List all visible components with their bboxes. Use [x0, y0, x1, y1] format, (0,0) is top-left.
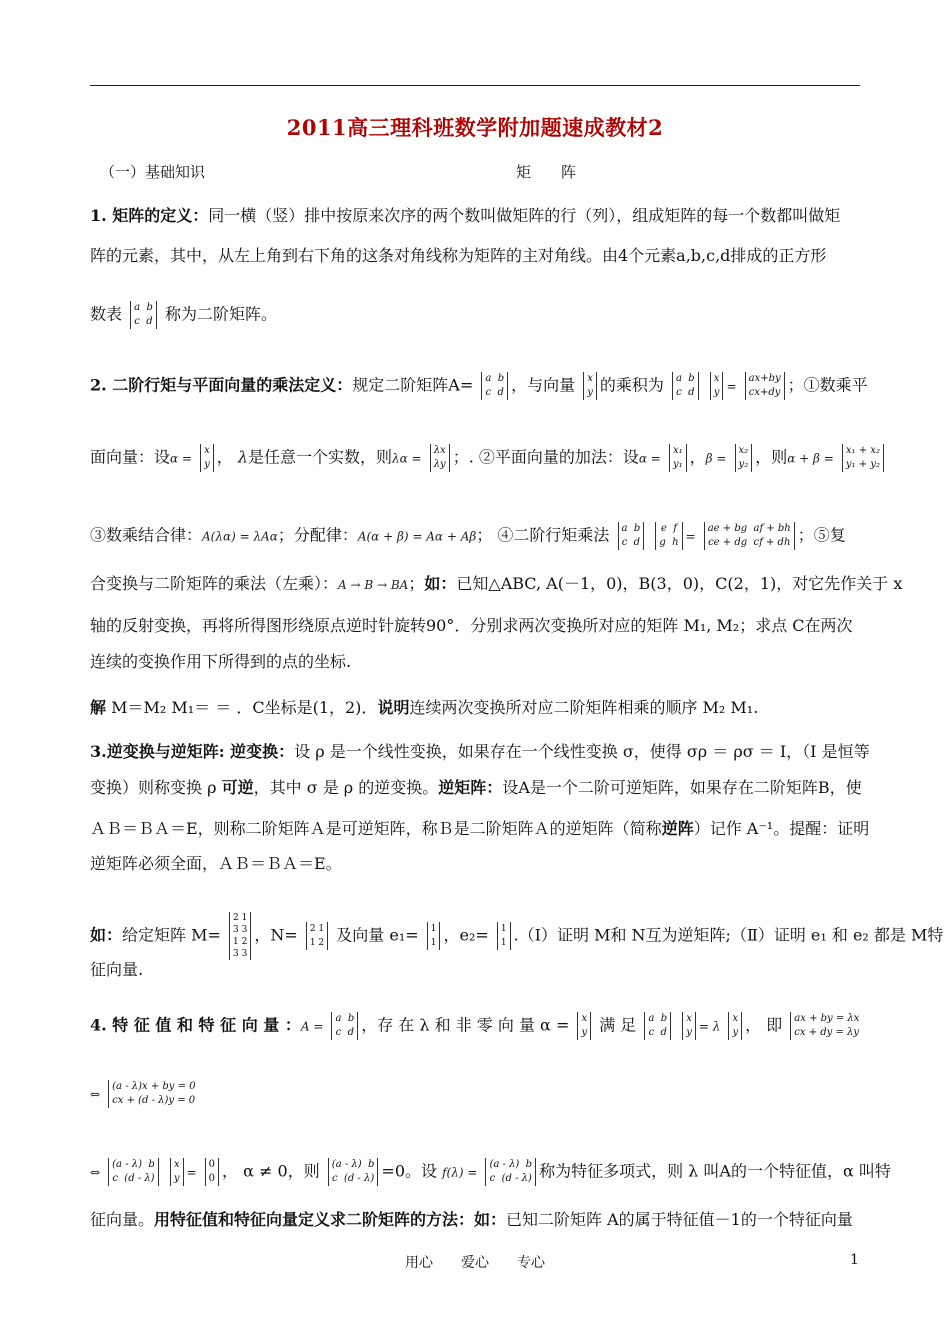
para-1-line-3: 数表 a b c d 称为二阶矩阵。 [90, 302, 277, 327]
vector-xy-7: x y [170, 1158, 184, 1186]
system-2: (a - λ)x + by = 0 cx + (d - λ)y = 0 [108, 1080, 198, 1108]
vector-xy-5: x y [682, 1012, 696, 1040]
vector-x1y1: x₁ y₁ [669, 444, 687, 472]
vector-x2y2: x₂ y₂ [735, 444, 753, 472]
para-3-line-2: 变换）则称变换 ρ 可逆，其中 σ 是 ρ 的逆变换。逆矩阵：设A是一个二阶可逆矩阵，如果存在二阶矩阵B，使 [90, 778, 862, 797]
matrix-abcd-6: a b c d [644, 1012, 671, 1040]
para-2-line-6: 连续的变换作用下所得到的点的坐标. [90, 652, 352, 671]
matrix-abcd: a b c d [130, 301, 157, 329]
vector-xy: x y [583, 372, 597, 400]
solution-line: 解 M＝M₂ M₁＝ ＝ ．C坐标是(1，2)．说明连续两次变换所对应二阶矩阵相乘的顺序 M₂ M₁. [90, 698, 759, 717]
matrix-abcd-5: a b c d [331, 1012, 358, 1040]
matrix-product: ae + bg af + bh ce + dg cf + dh [704, 522, 795, 550]
system-1: ax + by = λx cx + dy = λy [790, 1012, 862, 1040]
page-title: 2011高三理科班数学附加题速成教材2 [286, 115, 664, 140]
para-2-line-1: 2. 二阶行矩与平面向量的乘法定义：规定二阶矩阵A= a b c d ，与向量 x y 的乘积为 a b c d x y = ax+by cx+dy ；①数乘平 [90, 373, 868, 398]
para-4-line-4: 征向量。用特征值和特征向量定义求二阶矩阵的方法：如：已知二阶矩阵 A的属于特征值－1的一个特征向量 [90, 1210, 853, 1229]
section-heading: 矩 阵 [516, 163, 577, 181]
vector-e2: 1 1 [497, 922, 511, 950]
vector-product: ax+by cx+dy [745, 372, 785, 400]
para-2-line-2: 面向量：设α = x y ， λ是任意一个实数，则λα = λx λy ；. ②平面向量的加法：设α = x₁ y₁ ，β = x₂ y₂ ，则α + β = x₁ + x₂ y₁ + y₂ [90, 444, 887, 472]
zero-vector: 0 0 [205, 1158, 219, 1186]
vector-xy-2: x y [710, 372, 724, 400]
footer-slogan: 用心 爱心 专心 [405, 1255, 545, 1271]
matrix-efgh: e f g h [655, 522, 682, 550]
para-3-line-1: 3.逆变换与逆矩阵: 逆变换：设 ρ 是一个线性变换，如果存在一个线性变换 σ，使得 σρ ＝ ρσ ＝ I，（I 是恒等 [90, 742, 870, 761]
example-2-line-1: 如：给定矩阵 M= 2 1 3 3 1 2 3 3，N= 2 1 1 2 及向量 e₁= 1 1 ，e₂= 1 1 .（Ⅰ）证明 M和 N互为逆矩阵;（Ⅱ）证明 e₁ 和 e₂ 都是 M特 [90, 913, 944, 959]
vector-e1: 1 1 [427, 922, 441, 950]
vector-xy-6: x y [728, 1012, 742, 1040]
para-2-line-3: ③数乘结合律：A(λα) = λAα；分配律：A(α + β) = Aα + Aβ； ④二阶行矩乘法 a b c d e f g h = ae + bg af + bh ce + dg cf + dh ；⑤复 [90, 523, 846, 548]
vector-xy-4: x y [577, 1012, 591, 1040]
char-matrix: (a - λ) b c (d - λ) [108, 1158, 159, 1186]
vector-xy-3: x y [200, 444, 214, 472]
para-3-line-4: 逆矩阵必须全面，ＡＢ＝ＢＡ＝E。 [90, 854, 342, 873]
para-1-line-2: 阵的元素，其中，从左上角到右下角的这条对角线称为矩阵的主对角线。由4个元素a,b,c,d排成的正方形 [90, 246, 827, 265]
para-3-line-3: ＡＢ＝ＢＡ＝E，则称二阶矩阵Ａ是可逆矩阵，称Ｂ是二阶矩阵Ａ的逆矩阵（简称逆阵）记作 A⁻¹。提醒：证明 [90, 819, 870, 838]
equivalence-system: ⇔ (a - λ)x + by = 0 cx + (d - λ)y = 0 [90, 1080, 202, 1108]
vector-sum: x₁ + x₂ y₁ + y₂ [842, 444, 884, 472]
header-rule [90, 85, 860, 86]
matrix-M: 2 1 3 3 1 2 3 3 [229, 912, 251, 960]
section-label: （一）基础知识 [100, 163, 206, 181]
matrix-N: 2 1 1 2 [306, 922, 328, 950]
para-4-line-1: 4. 特 征 值 和 特 征 向 量 ：A = a b c d ，存 在 λ 和 非 零 向 量 α = x y 满 足 a b c d x y = λ x y ， 即 ax + by = λx cx + dy = λy [90, 1012, 865, 1040]
page-number: 1 [850, 1252, 859, 1268]
matrix-abcd-4: a b c d [618, 522, 645, 550]
para-2-line-4: 合变换与二阶矩阵的乘法（左乘）：A → B → BA；如：已知△ABC, A(－1，0)，B(3，0)，C(2，1)，对它先作关于 x [90, 574, 903, 593]
para-4-line-3: ⇔ (a - λ) b c (d - λ) x y = 0 0 ， α ≠ 0，则 (a - λ) b c (d - λ) =0。设 f(λ) = (a - λ) b c (d - λ) 称为特征多项式，则 λ 叫A的一个特征值，α 叫特 [90, 1159, 891, 1184]
char-determinant: (a - λ) b c (d - λ) [328, 1158, 379, 1186]
para-2-line-5: 轴的反射变换，再将所得图形绕原点逆时针旋转90°．分别求两次变换所对应的矩阵 M₁, M₂；求点 C在两次 [90, 616, 853, 635]
char-polynomial: (a - λ) b c (d - λ) [485, 1158, 536, 1186]
vector-lambda: λx λy [430, 444, 450, 472]
matrix-abcd-2: a b c d [481, 372, 508, 400]
para-1-line-1: 1. 矩阵的定义：同一横（竖）排中按原来次序的两个数叫做矩阵的行（列），组成矩阵的每一个数都叫做矩 [90, 206, 841, 225]
matrix-abcd-3: a b c d [672, 372, 699, 400]
example-2-line-2: 征向量. [90, 960, 144, 979]
